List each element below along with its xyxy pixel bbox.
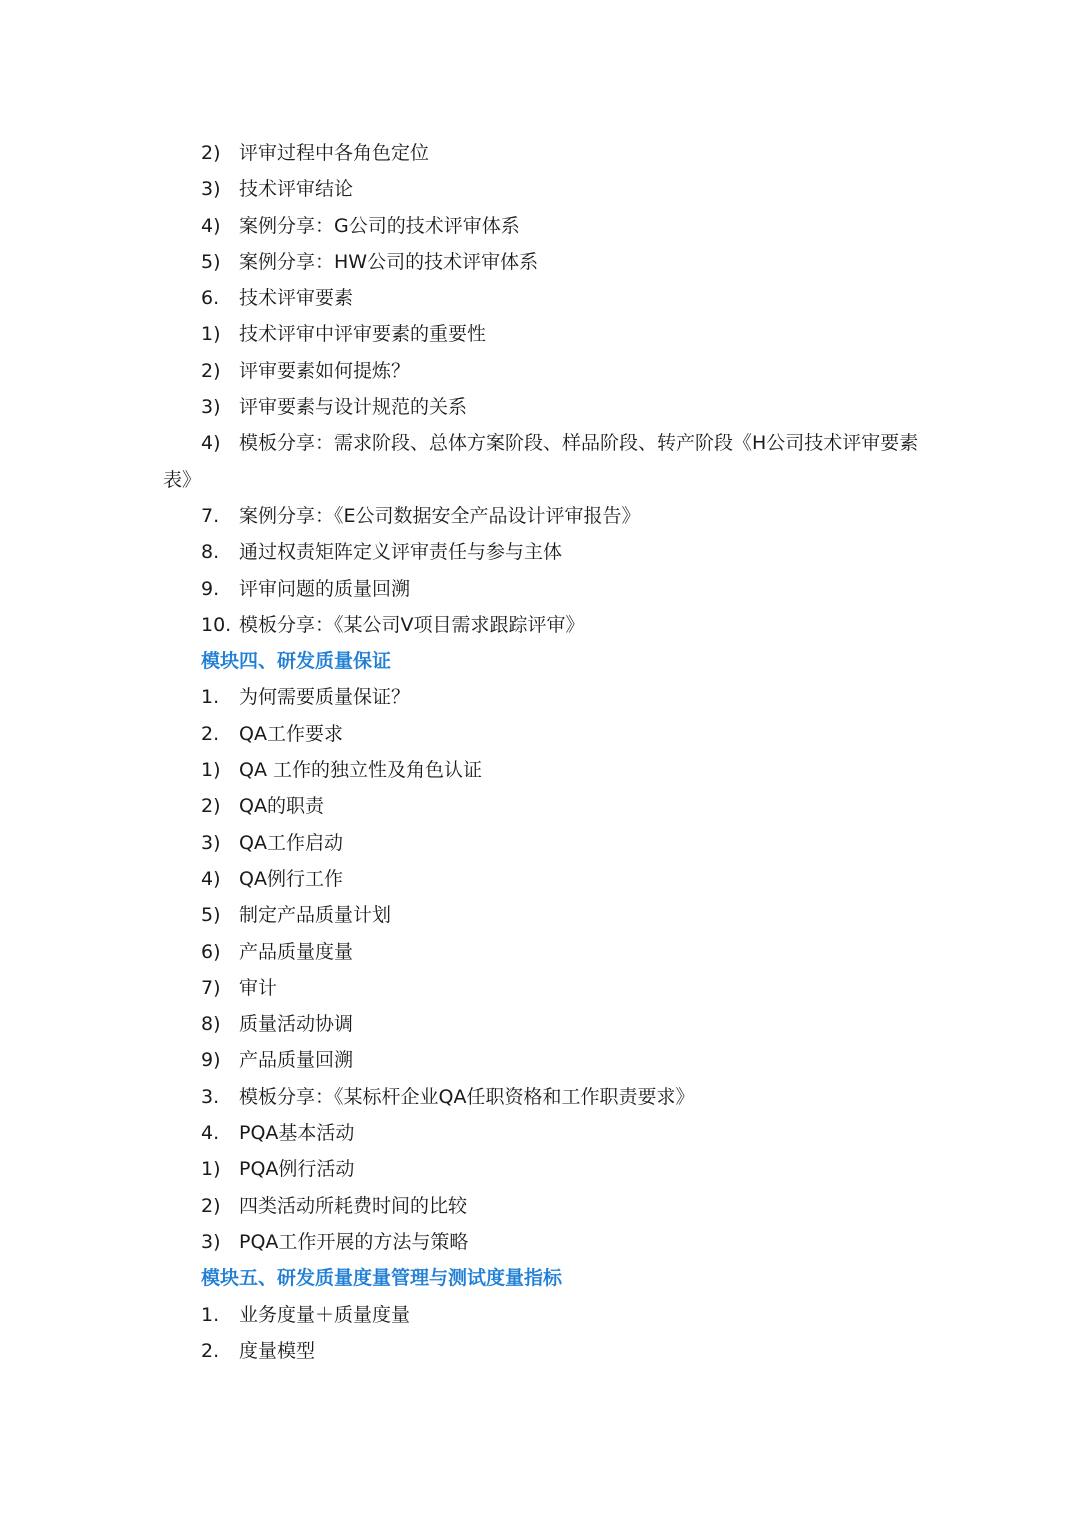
list-item-number: 6.	[201, 287, 220, 310]
list-item-text: 技术评审中评审要素的重要性	[239, 323, 487, 346]
list-item-number: 8.	[201, 541, 220, 564]
list-item-number: 7.	[201, 504, 220, 527]
list-item	[0, 825, 1080, 861]
list-item	[0, 1188, 1080, 1224]
list-item-text: 评审问题的质量回溯	[239, 577, 411, 600]
list-item	[0, 897, 1080, 933]
list-item	[0, 280, 1080, 316]
list-item-number: 2)	[201, 795, 221, 818]
list-item-text: 业务度量＋质量度量	[239, 1303, 411, 1326]
list-item-number: 4)	[201, 432, 221, 455]
list-item	[0, 425, 1080, 461]
list-item-text: PQA基本活动	[239, 1122, 355, 1145]
list-item-text: QA工作要求	[239, 722, 343, 745]
list-item-number: 3)	[201, 178, 221, 201]
list-item-number: 4.	[201, 1122, 220, 1145]
list-item-number: 1.	[201, 1303, 220, 1326]
list-item-text: 案例分享：HW公司的技术评审体系	[239, 250, 539, 273]
section-heading-row	[0, 1260, 1080, 1296]
list-item-number: 2)	[201, 142, 221, 164]
list-item-text: 审计	[239, 976, 278, 999]
list-item-text: 产品质量度量	[239, 940, 354, 963]
list-item-number: 3)	[201, 396, 221, 419]
list-item-number: 10.	[201, 613, 232, 636]
list-item-text: 模板分享：《某公司V项目需求跟踪评审》	[239, 613, 585, 636]
list-item-number: 5)	[201, 250, 221, 273]
list-item-text: 评审过程中各角色定位	[239, 142, 430, 164]
list-item	[0, 1115, 1080, 1151]
list-item-text: 为何需要质量保证？	[239, 686, 411, 709]
list-item	[0, 934, 1080, 970]
list-item-number: 3)	[201, 831, 221, 854]
section-heading-row	[0, 643, 1080, 679]
list-item-text: 技术评审要素	[239, 287, 354, 310]
list-item-number: 1)	[201, 1158, 221, 1181]
list-item	[0, 1042, 1080, 1078]
list-item-text: 产品质量回溯	[239, 1049, 354, 1072]
list-item-text: QA工作启动	[239, 831, 343, 854]
list-item-number: 2)	[201, 359, 221, 382]
list-item	[0, 571, 1080, 607]
list-item-number: 1.	[201, 686, 220, 709]
list-item-number: 9)	[201, 1049, 221, 1072]
list-item	[0, 389, 1080, 425]
document-body	[0, 135, 1080, 1369]
list-item-number: 5)	[201, 904, 221, 927]
list-item-text: 四类活动所耗费时间的比较	[239, 1194, 468, 1217]
list-item	[0, 1333, 1080, 1369]
list-item-number: 1)	[201, 323, 221, 346]
list-item-number: 4)	[201, 867, 221, 890]
list-item-text: 模板分享：《某标杆企业QA任职资格和工作职责要求》	[239, 1085, 695, 1108]
list-item-text: 质量活动协调	[239, 1013, 354, 1036]
list-item	[0, 679, 1080, 715]
list-item-text: 评审要素与设计规范的关系	[239, 396, 468, 419]
list-item	[0, 788, 1080, 824]
list-item-text: 评审要素如何提炼？	[239, 359, 411, 382]
list-item	[0, 607, 1080, 643]
list-item-number: 2.	[201, 1339, 220, 1362]
list-item-text: 案例分享：《E公司数据安全产品设计评审报告》	[239, 504, 641, 527]
list-item-text: QA 工作的独立性及角色认证	[239, 759, 482, 782]
list-item	[0, 1297, 1080, 1333]
list-item-text: 案例分享：G公司的技术评审体系	[239, 214, 520, 237]
list-item-number: 3)	[201, 1230, 221, 1253]
list-item-text: QA例行工作	[239, 867, 343, 890]
list-item	[0, 353, 1080, 389]
list-item-text: 通过权责矩阵定义评审责任与参与主体	[239, 541, 563, 564]
list-item	[0, 1079, 1080, 1115]
list-item-number: 9.	[201, 577, 220, 600]
list-item-number: 2)	[201, 1194, 221, 1217]
list-item-text: 制定产品质量计划	[239, 904, 392, 927]
list-item	[0, 135, 1080, 171]
list-item-number: 7)	[201, 976, 221, 999]
list-item	[0, 716, 1080, 752]
list-item	[0, 534, 1080, 570]
list-item	[0, 752, 1080, 788]
list-item-number: 3.	[201, 1085, 220, 1108]
list-item-number: 1)	[201, 759, 221, 782]
list-item-text: 度量模型	[239, 1339, 316, 1362]
list-item-number: 8)	[201, 1013, 221, 1036]
list-item-text: QA的职责	[239, 795, 324, 818]
list-item	[0, 1224, 1080, 1260]
list-item	[0, 208, 1080, 244]
list-item-text: 模板分享：需求阶段、总体方案阶段、样品阶段、转产阶段《H公司技术评审要素	[239, 432, 919, 455]
list-item	[0, 171, 1080, 207]
list-item-text: PQA工作开展的方法与策略	[239, 1230, 469, 1253]
section-heading: 模块五、研发质量度量管理与测试度量指标	[201, 1267, 563, 1290]
section-heading: 模块四、研发质量保证	[201, 650, 392, 673]
list-item-number: 4)	[201, 214, 221, 237]
list-item	[0, 316, 1080, 352]
list-item-continuation	[0, 462, 1080, 498]
list-item	[0, 1151, 1080, 1187]
list-item	[0, 861, 1080, 897]
list-item-continuation-text: 表》	[163, 468, 202, 491]
list-item	[0, 244, 1080, 280]
list-item	[0, 498, 1080, 534]
list-item-text: 技术评审结论	[239, 178, 354, 201]
list-item	[0, 1006, 1080, 1042]
list-item-number: 6)	[201, 940, 221, 963]
list-item-text: PQA例行活动	[239, 1158, 355, 1181]
list-item	[0, 970, 1080, 1006]
list-item-number: 2.	[201, 722, 220, 745]
